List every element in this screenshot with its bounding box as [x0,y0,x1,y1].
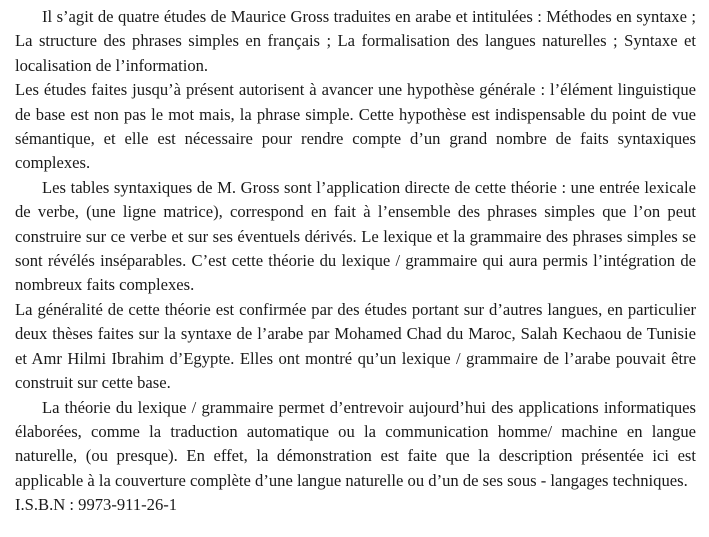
paragraph-generality: La généralité de cette théorie est confirmée par des études portant sur d’autres langues, en particulier deux thèses faites sur la syntaxe de l’arabe par Mohamed Chad du Maroc, Salah Kechaou de Tunisie et Amr Hilmi Ibrahim d’Egypte. Elles ont montré qu’un lexique / grammaire de l’arabe pouvait être construit sur cette base. [15,299,696,393]
document-body [15,5,696,518]
paragraph-syntactic-tables: Les tables syntaxiques de M. Gross sont l’application directe de cette théorie : une entrée lexicale de verbe, (une ligne matrice), correspond en fait à l’ensemble des phrases simples que l’on peut construire sur ce verbe et sur ses éventuels dérivés. Le lexique et la grammaire des phrases simples se sont révélés inséparables. C’est cette théorie du lexique / grammaire qui aura permis l’intégration de nombreux faits complexes. [15,177,696,295]
paragraph-applications: La théorie du lexique / grammaire permet d’entrevoir aujourd’hui des applications informatiques élaborées, comme la traduction automatique ou la communication homme/ machine en langue naturelle, (ou presque). En effet, la démonstration est faite que la description présentée ici est applicable à la couverture complète d’une langue naturelle ou d’un de ses sous - langages techniques. [15,397,696,490]
paragraph-intro: Il s’agit de quatre études de Maurice Gross traduites en arabe et intitulées : Méthodes en syntaxe ; La structure des phrases simples en français ; La formalisation des langues naturelles ; Syntaxe et localisation de l’information. [15,7,696,75]
isbn-line: I.S.B.N : 9973-911-26-1 [15,495,178,515]
paragraph-hypothesis: Les études faites jusqu’à présent autorisent à avancer une hypothèse générale : l’élément linguistique de base est non pas le mot mais, la phrase simple. Cette hypothèse est indispensable du point de vue sémantique, et elle est nécessaire pour rendre compte d’un grand nombre de faits syntaxiques complexes. [15,80,696,173]
